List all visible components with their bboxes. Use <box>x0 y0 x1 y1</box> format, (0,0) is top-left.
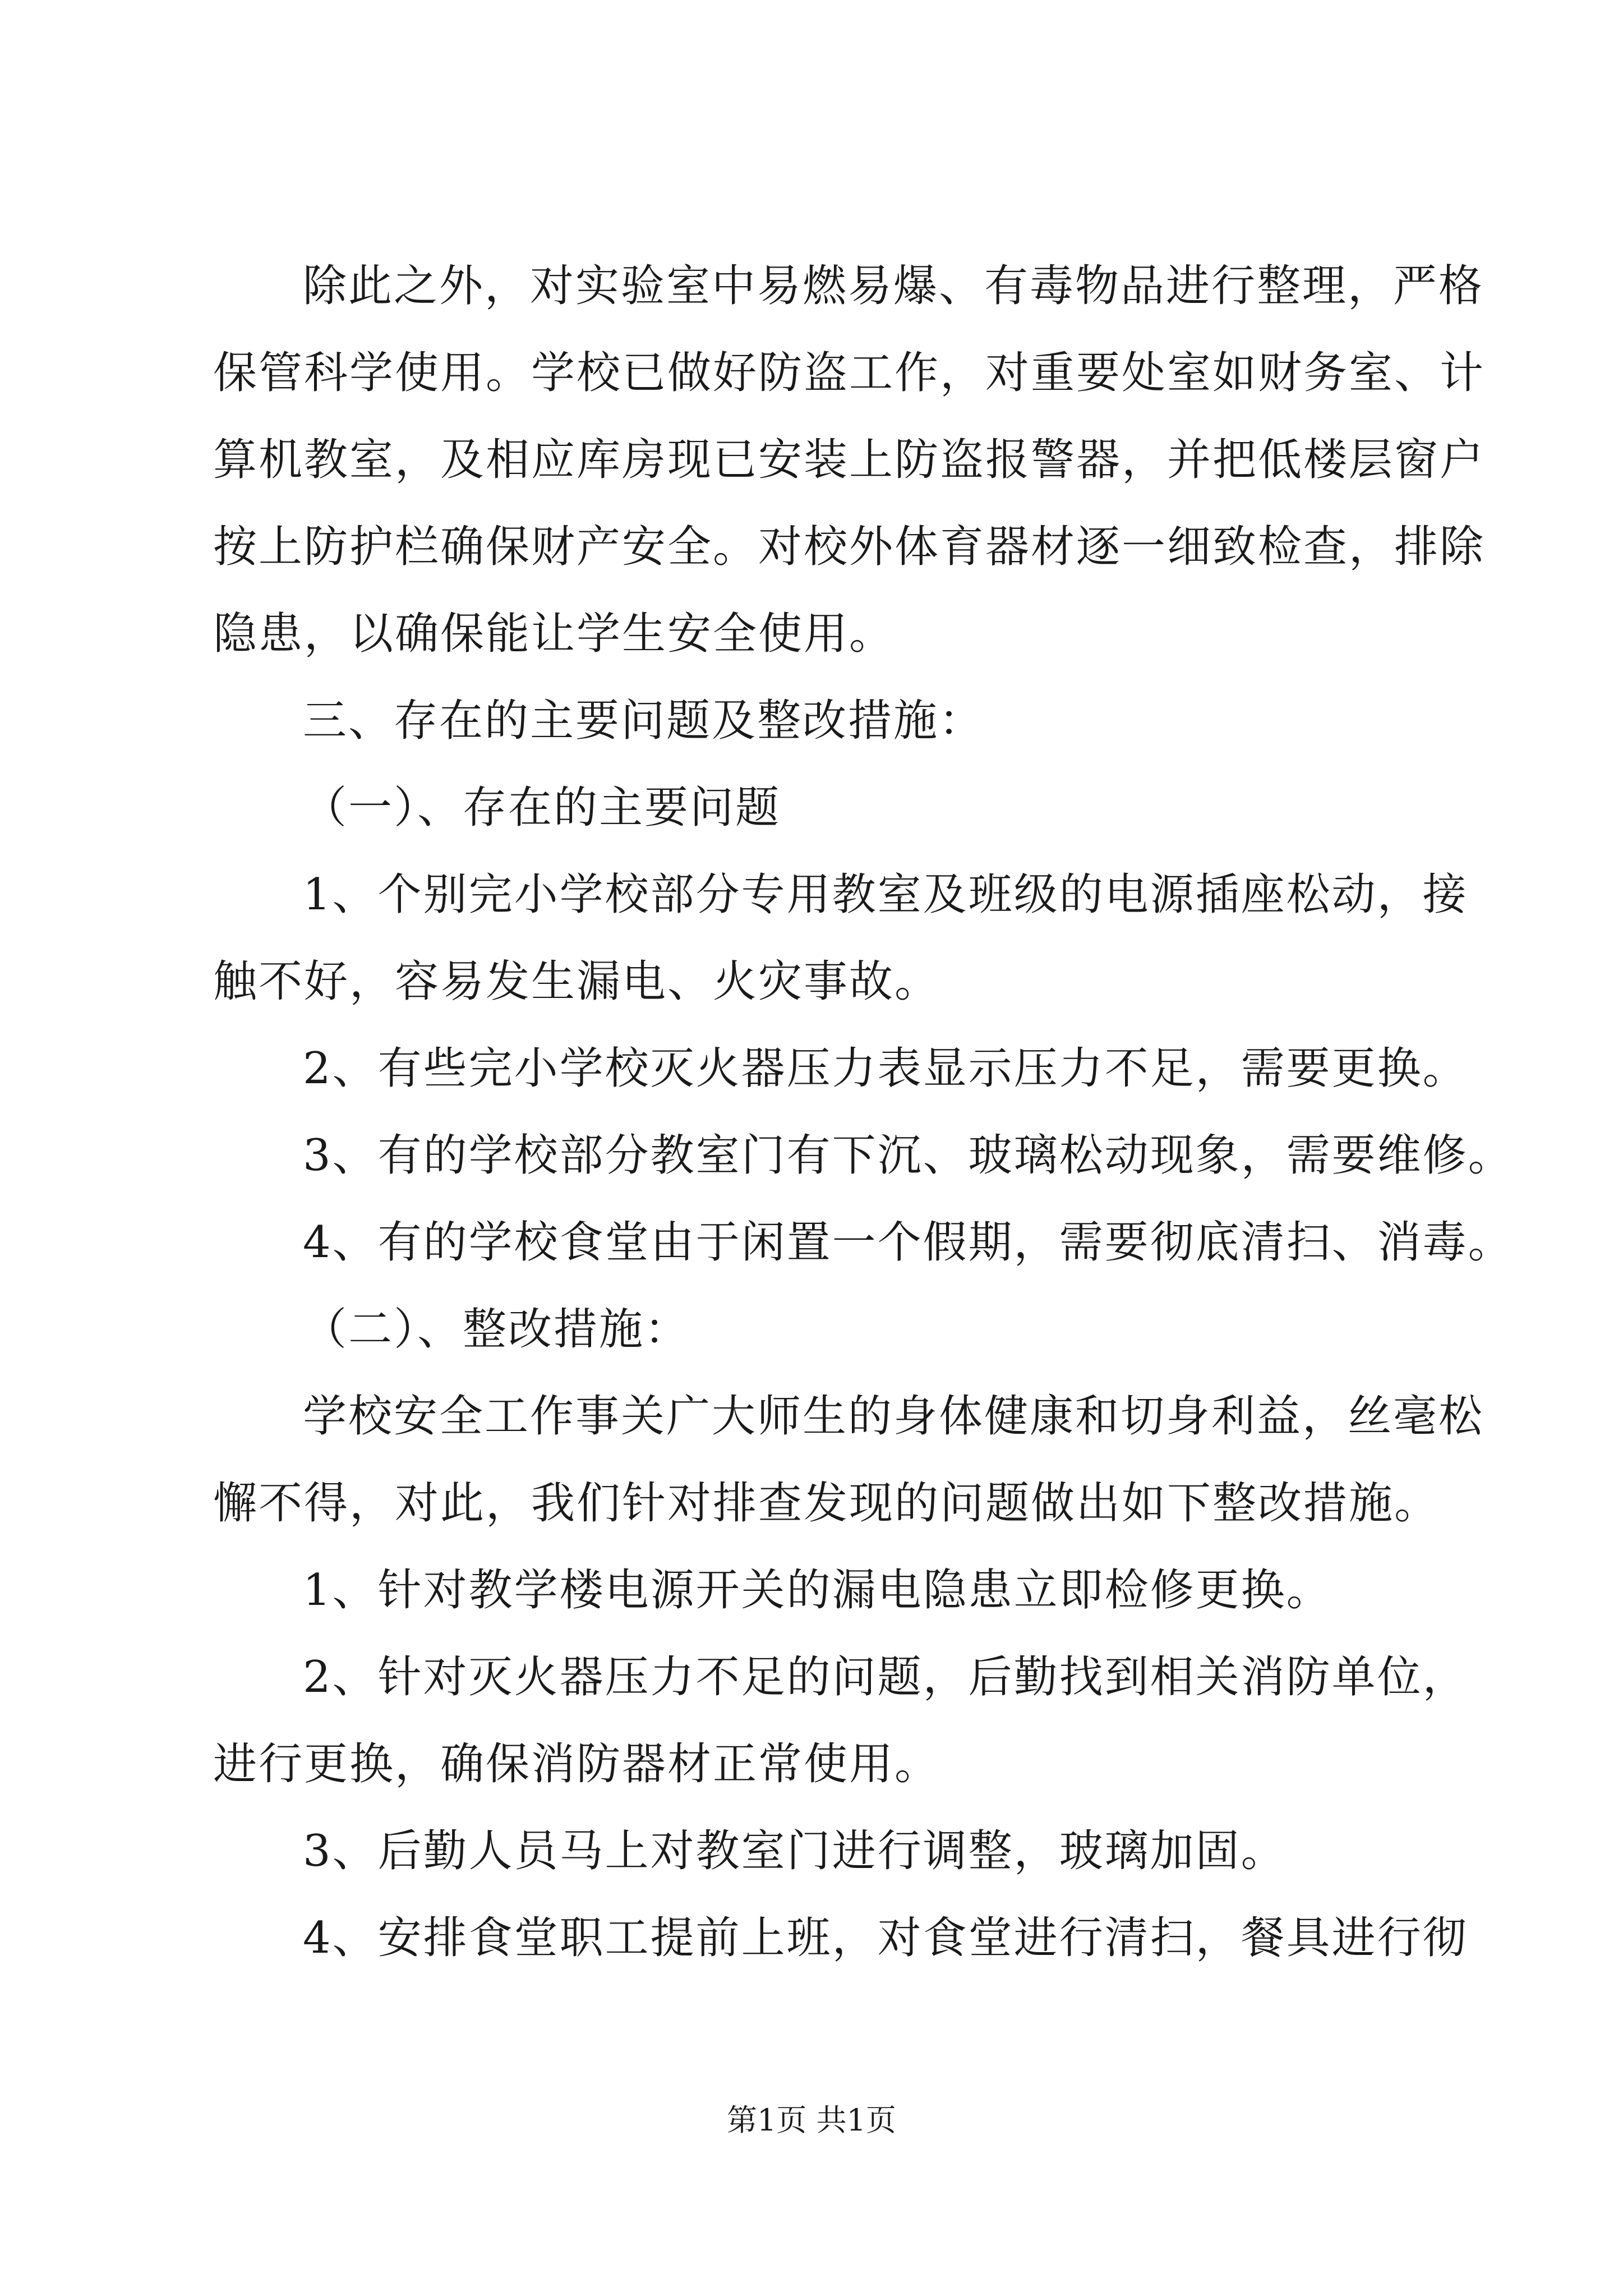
text-line: 4、有的学校食堂由于闲置一个假期，需要彻底清扫、消毒。 <box>303 1217 1514 1268</box>
text-line: 按上防护栏确保财产安全。对校外体育器材逐一细致检查，排除 <box>213 522 1486 572</box>
section-heading: 三、存在的主要问题及整改措施： <box>303 696 985 746</box>
text-line: 算机教室，及相应库房现已安装上防盗报警器，并把低楼层窗户 <box>213 435 1486 485</box>
subsection-heading: （二）、整改措施： <box>303 1304 690 1355</box>
text-line: 学校安全工作事关广大师生的身体健康和切身利益，丝毫松 <box>303 1391 1484 1442</box>
text-line: 1、个别完小学校部分专用教室及班级的电源插座松动，接 <box>303 869 1468 920</box>
text-line: 2、针对灭火器压力不足的问题，后勤找到相关消防单位， <box>303 1652 1468 1703</box>
page-footer: 第1页 共1页 <box>727 2102 896 2138</box>
text-line: 触不好，容易发生漏电、火灾事故。 <box>213 956 940 1007</box>
subsection-heading: （一）、存在的主要问题 <box>303 783 781 833</box>
text-line: 进行更换，确保消防器材正常使用。 <box>213 1739 940 1789</box>
text-line: 保管科学使用。学校已做好防盗工作，对重要处室如财务室、计 <box>213 348 1486 398</box>
text-line: 懈不得，对此，我们针对排查发现的问题做出如下整改措施。 <box>213 1478 1440 1529</box>
text-line: 4、安排食堂职工提前上班，对食堂进行清扫，餐具进行彻 <box>303 1913 1468 1963</box>
text-line: 1、针对教学楼电源开关的漏电隐患立即检修更换。 <box>303 1565 1332 1616</box>
text-line: 隐患，以确保能让学生安全使用。 <box>213 609 895 659</box>
text-line: 3、有的学校部分教室门有下沉、玻璃松动现象，需要维修。 <box>303 1130 1514 1181</box>
text-line: 3、后勤人员马上对教室门进行调整，玻璃加固。 <box>303 1826 1287 1876</box>
text-line: 2、有些完小学校灭火器压力表显示压力不足，需要更换。 <box>303 1043 1468 1094</box>
text-line: 除此之外，对实验室中易燃易爆、有毒物品进行整理，严格 <box>303 261 1484 311</box>
